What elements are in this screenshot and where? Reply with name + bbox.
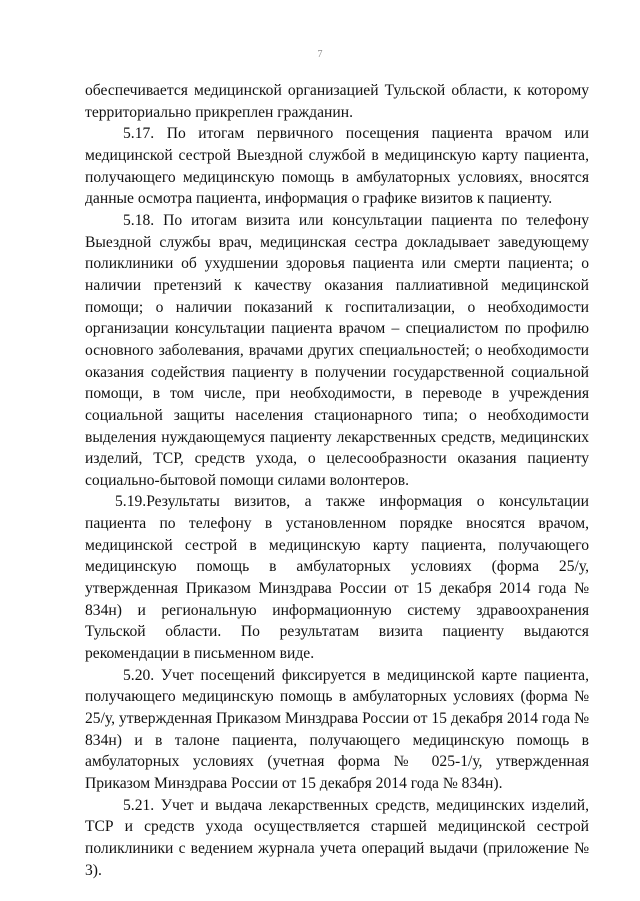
paragraph-5-19: 5.19.Результаты визитов, а также информация о консультации пациента по телефону в установленном порядке вносятся врачом, медицинской сестрой в медицинскую карту пациента, получающего медицинскую помощь в амбулаторных условиях (форма 25/у, утвержденная Приказом Минздрава России от 15 декабря 2014 года № 834н) и региональную информационную систему здравоохранения Тульской области. По результатам визита пациенту выдаются рекомендации в письменном виде. (85, 493, 589, 663)
paragraph-5-20: 5.20. Учет посещений фиксируется в медицинской карте пациента, получающего медицинскую помощь в амбулаторных условиях (форма № 25/у, утвержденная Приказом Минздрава России от 15 декабря 2014 года № 834н) и в талоне пациента, получающего медицинскую помощь в амбулаторных условиях (учетная форма № 025-1/у, утвержденная Приказом Минздрава России от 15 декабря 2014 года № 834н). (85, 666, 589, 792)
paragraph-5-18: 5.18. По итогам визита или консультации пациента по телефону Выездной службы врач, медицинская сестра докладывает заведующему поликлиники об ухудшении здоровья пациента или смерти пациента; о наличии претензий к качеству оказания паллиативной медицинской помощи; о наличии показаний к госпитализации, о необходимости организации консультации пациента врачом – специалистом по профилю основного заболевания, врачами других специальностей; о необходимости оказания содействия пациенту в получении государственной социальной помощи, в том числе, при необходимости, в переводе в учреждения социальной защиты населения стационарного типа; о необходимости выделения нуждающемуся пациенту лекарственных средств, медицинских изделий, ТСР, средств ухода, о целесообразности оказания пациенту социально-бытовой помощи силами волонтеров. (85, 211, 589, 489)
page-number: 7 (317, 49, 323, 60)
document-body (85, 80, 589, 881)
paragraph-5-17: 5.17. По итогам первичного посещения пациента врачом или медицинской сестрой Выездной службой в медицинскую карту пациента, получающего медицинскую помощь в амбулаторных условиях, вносятся данные осмотра пациента, информация о графике визитов к пациенту. (85, 125, 589, 208)
paragraph-continuation: обеспечивается медицинской организацией Тульской области, к которому территориально прикреплен гражданин. (85, 82, 589, 121)
paragraph-5-21: 5.21. Учет и выдача лекарственных средств, медицинских изделий, ТСР и средств ухода осуществляется старшей медицинской сестрой поликлиники с ведением журнала учета операций выдачи (приложение № 3). (85, 796, 589, 879)
